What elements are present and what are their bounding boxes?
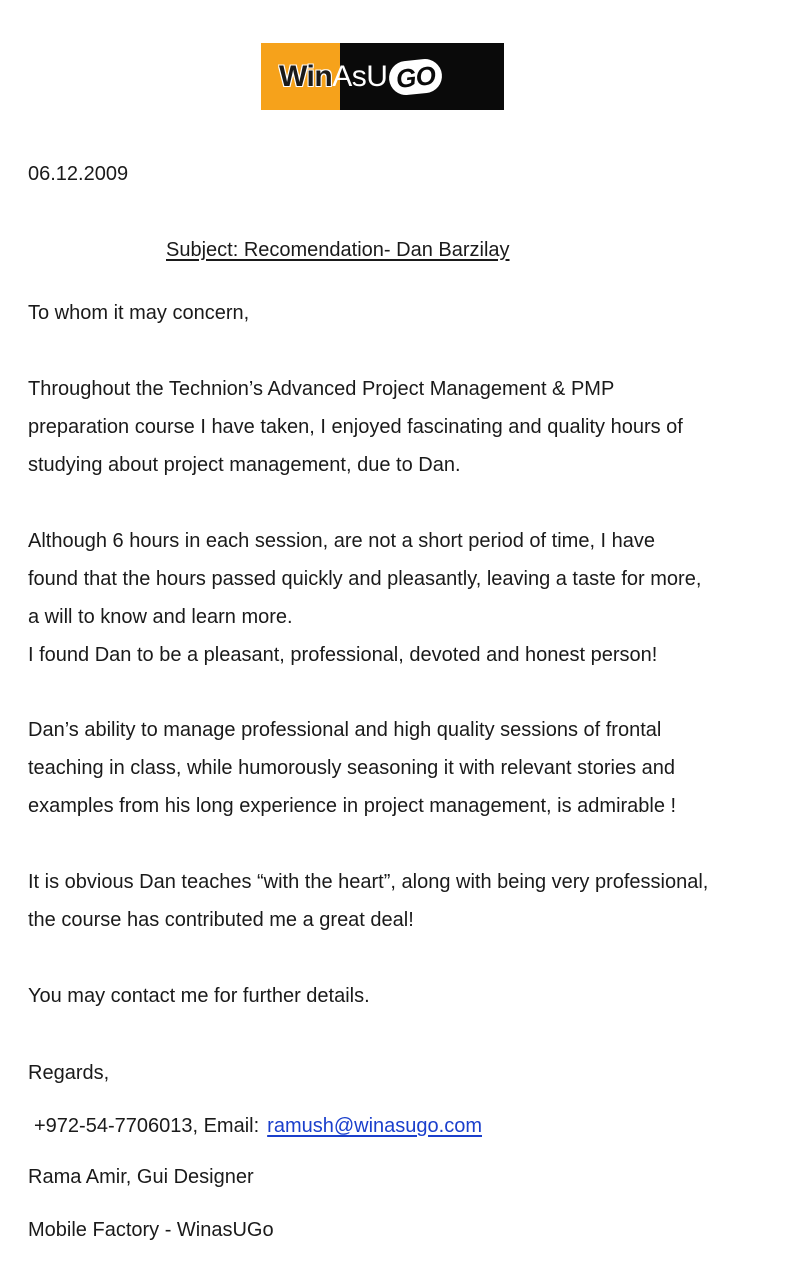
signature-company: Mobile Factory - WinasUGo: [28, 1219, 274, 1241]
paragraph-4-line-2: the course has contributed me a great deal!: [28, 909, 414, 931]
salutation: To whom it may concern,: [28, 302, 250, 324]
letter-subject: Subject: Recomendation- Dan Barzilay: [166, 239, 510, 261]
logo-text-win: Win: [279, 60, 333, 93]
contact-line: [34, 1114, 482, 1138]
paragraph-1-line-1: Throughout the Technion’s Advanced Project Management & PMP: [28, 378, 615, 400]
signature-name-title: Rama Amir, Gui Designer: [28, 1166, 254, 1188]
paragraph-5: You may contact me for further details.: [28, 985, 370, 1007]
paragraph-3-line-3: examples from his long experience in project management, is admirable !: [28, 795, 677, 817]
paragraph-3-line-2: teaching in class, while humorously seasoning it with relevant stories and: [28, 757, 676, 779]
paragraph-2-line-1: Although 6 hours in each session, are not a short period of time, I have: [28, 530, 656, 552]
paragraph-2-line-3: a will to know and learn more.: [28, 606, 293, 628]
paragraph-4-line-1: It is obvious Dan teaches “with the heart”, along with being very professional,: [28, 871, 709, 893]
paragraph-1-line-2: preparation course I have taken, I enjoyed fascinating and quality hours of: [28, 416, 683, 438]
logo-wordmark: [279, 55, 443, 99]
paragraph-2-line-4: I found Dan to be a pleasant, professional, devoted and honest person!: [28, 644, 658, 666]
paragraph-2-line-2: found that the hours passed quickly and pleasantly, leaving a taste for more,: [28, 568, 702, 590]
logo-text-asu: AsU: [332, 60, 388, 93]
closing: Regards,: [28, 1062, 110, 1084]
letter-date: 06.12.2009: [28, 163, 129, 185]
paragraph-3-line-1: Dan’s ability to manage professional and high quality sessions of frontal: [28, 719, 662, 741]
email-link[interactable]: ramush@winasugo.com: [267, 1115, 482, 1137]
phone-label: +972-54-7706013, Email:: [34, 1115, 260, 1137]
company-logo: [261, 43, 504, 110]
logo-text-go: GO: [388, 57, 445, 96]
paragraph-1-line-3: studying about project management, due to Dan.: [28, 454, 461, 476]
